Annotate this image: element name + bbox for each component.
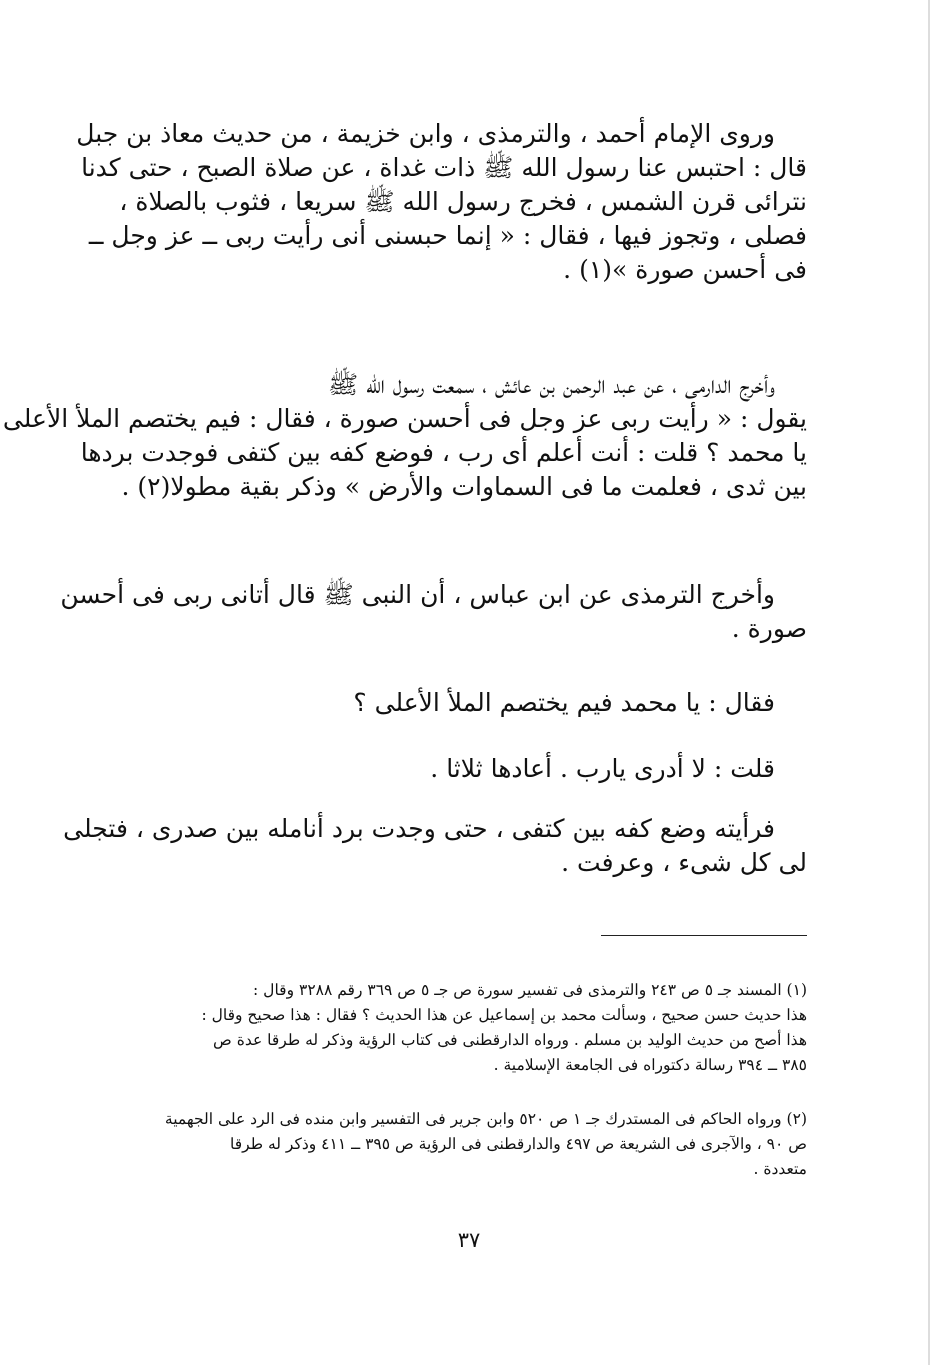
text-line: وأخرج الترمذى عن ابن عباس ، أن النبى ﷺ قال أتانى ربى فى أحسن bbox=[60, 580, 775, 609]
footnote-1 bbox=[135, 978, 807, 1078]
text-line: بين ثدى ، فعلمت ما فى السماوات والأرض » وذكر بقية مطولا(٢) . bbox=[121, 472, 807, 501]
text-line: وأخرج الدارمى ، عن عبد الرحمن بن عائش ، سمعت رسول الله ﷺ bbox=[328, 370, 775, 399]
text-line: وروى الإمام أحمد ، والترمذى ، وابن خزيمة ، من حديث معاذ بن جبل bbox=[76, 119, 775, 148]
text-line: فصلى ، وتجوز فيها ، فقال : « إنما حبسنى أنى رأيت ربى ــ عز وجل ــ bbox=[88, 221, 807, 250]
text-line: قلت : لا أدرى يارب . أعادها ثلاثا . bbox=[430, 754, 775, 783]
text-line: قال : احتبس عنا رسول الله ﷺ ذات غداة ، عن صلاة الصبح ، حتى كدنا bbox=[81, 153, 807, 182]
text-line: فرأيته وضع كفه بين كتفى ، حتى وجدت برد أنامله بين صدرى ، فتجلى bbox=[63, 814, 775, 843]
footnote-line: (٢) ورواه الحاكم فى المستدرك جـ ١ ص ٥٢٠ وابن جرير فى التفسير وابن منده فى الرد على الجهمية bbox=[164, 1110, 807, 1128]
text-line: نترائى قرن الشمس ، فخرج رسول الله ﷺ سريعا ، فثوب بالصلاة ، bbox=[119, 187, 807, 216]
paragraph-5 bbox=[135, 752, 807, 786]
paragraph-1 bbox=[76, 117, 807, 287]
paragraph-6 bbox=[63, 812, 807, 880]
paragraph-4 bbox=[135, 686, 807, 720]
text-line: فى أحسن صورة »(١) . bbox=[563, 255, 807, 284]
text-line: يا محمد ؟ قلت : أنت أعلم أى رب ، فوضع كفه بين كتفى فوجدت بردها bbox=[80, 438, 807, 467]
footnote-line: (١) المسند جـ ٥ ص ٢٤٣ والترمذى فى تفسير سورة ص جـ ٥ ص ٣٦٩ رقم ٣٢٨٨ وقال : bbox=[253, 981, 807, 999]
paragraph-3 bbox=[60, 578, 807, 646]
footnote-line: ٣٨٥ ــ ٣٩٤ رسالة دكتوراه فى الجامعة الإسلامية . bbox=[493, 1056, 807, 1074]
footnote-line: هذا أصح من حديث الوليد بن مسلم . ورواه الدارقطنى فى كتاب الرؤية وذكر له طرقا عدة ص bbox=[213, 1031, 807, 1049]
footnote-line: متعددة . bbox=[753, 1160, 807, 1178]
page-number: ٣٧ bbox=[457, 1228, 481, 1252]
paragraph-2 bbox=[2, 368, 807, 504]
footnote-line: ص ٩٠ ، والآجرى فى الشريعة ص ٤٩٧ والدارقطنى فى الرؤية ص ٣٩٥ ــ ٤١١ وذكر له طرقا bbox=[230, 1135, 807, 1153]
footnote-2 bbox=[135, 1107, 807, 1182]
text-line: فقال : يا محمد فيم يختصم الملأ الأعلى ؟ bbox=[353, 688, 775, 717]
footnote-line: هذا حديث حسن صحيح ، وسألت محمد بن إسماعيل عن هذا الحديث ؟ فقال : هذا صحيح وقال : bbox=[201, 1006, 807, 1024]
text-line: صورة . bbox=[731, 614, 807, 643]
text-line: يقول : « رأيت ربى عز وجل فى أحسن صورة ، فقال : فيم يختصم الملأ الأعلى bbox=[2, 404, 807, 433]
text-line: لى كل شىء ، وعرفت . bbox=[561, 848, 807, 877]
footnote-separator bbox=[601, 935, 807, 936]
